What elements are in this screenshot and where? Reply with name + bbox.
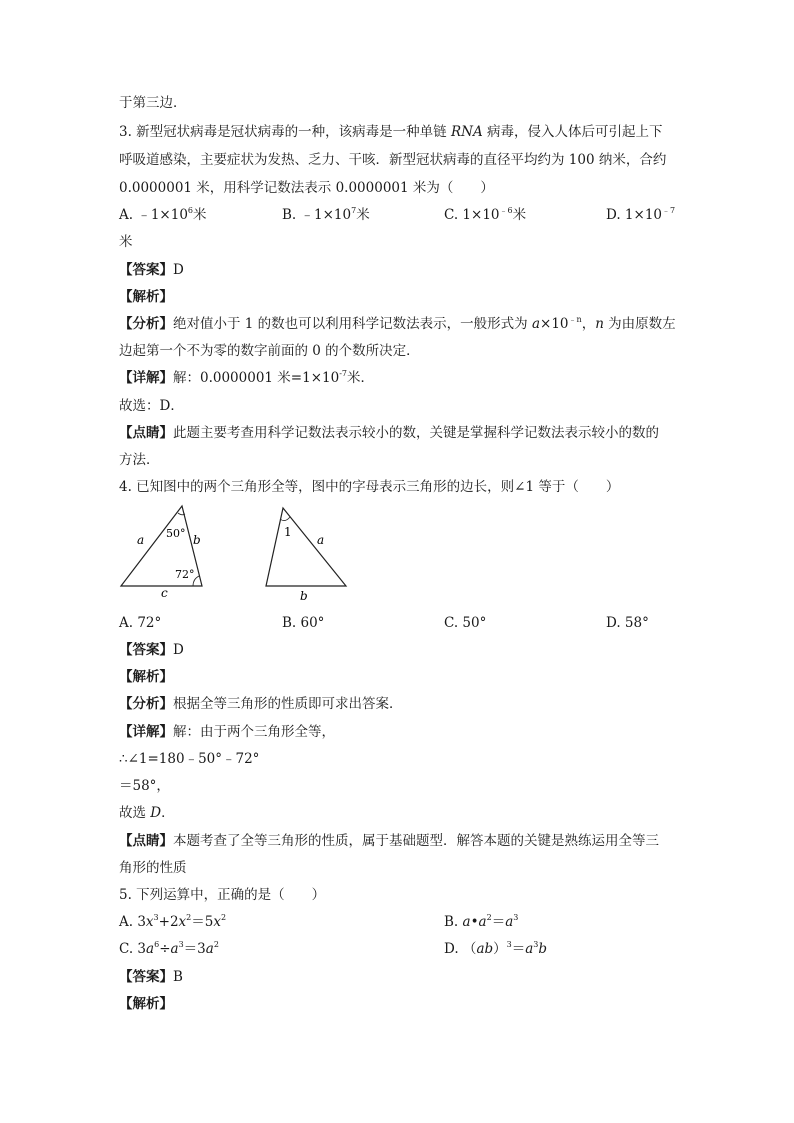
question-3-stem: 3. 新型冠状病毒是冠状病毒的一种，该病毒是一种单链 RNA 病毒，侵入人体后可引起上下	[119, 124, 663, 140]
q5-option-d: D. $(ab)^3=a^3b$	[444, 940, 548, 957]
triangle-2-side-a: a	[317, 533, 325, 547]
q4-option-a: A. 72°	[119, 615, 162, 631]
question-3-stem-line2: 呼吸道感染，主要症状为发热、乏力、干咳．新型冠状病毒的直径平均约为 100 纳米，合约	[119, 152, 667, 168]
triangle-1-angle-50: 50°	[166, 527, 186, 540]
triangle-2-outline	[266, 508, 346, 586]
q4-step1: ∴∠1=180﹣50°﹣72°	[119, 751, 260, 767]
question-3-stem-line3: 0.0000001 米，用科学记数法表示 0.0000001 米为（ ）	[119, 180, 494, 196]
q5-jiexi-label: 【解析】	[119, 996, 173, 1012]
q3-option-b: B. $﹣1\times 10^7$米	[282, 206, 370, 223]
q4-answer: 【答案】D	[119, 642, 184, 658]
q5-option-a: A. $3x^3+2x^2=5x^2$	[119, 913, 227, 930]
q4-option-c: C. 50°	[444, 615, 487, 631]
q4-guxuan: 故选 D．	[119, 805, 175, 821]
triangle-figure-1	[115, 500, 215, 600]
q3-answer: 【答案】D	[119, 262, 184, 278]
q4-option-d: D. 58°	[606, 615, 649, 631]
triangle-figure-2	[262, 504, 352, 604]
q3-jiexi-label: 【解析】	[119, 289, 173, 305]
q5-option-c: C. $3a^6\div a^3=3a^2$	[119, 940, 219, 957]
triangle-1-side-c: c	[161, 586, 168, 600]
triangle-1-angle-72: 72°	[175, 568, 195, 581]
question-5-stem: 5. 下列运算中，正确的是（ ）	[119, 887, 326, 903]
q4-xiangjie: 【详解】解：由于两个三角形全等，	[119, 724, 335, 740]
q5-option-b: B. $a•a^2=a^3$	[444, 913, 519, 930]
text-line: 于第三边．	[119, 95, 187, 111]
triangle-1-side-b: b	[193, 533, 201, 547]
q4-dianjing: 【点睛】本题考查了全等三角形的性质，属于基础题型．解答本题的关键是熟练运用全等三	[119, 833, 659, 849]
q3-option-c: C. $1\times 10^{﹣6}$米	[444, 206, 527, 223]
triangle-1-side-a: a	[137, 533, 145, 547]
triangle-2-side-b: b	[300, 589, 308, 603]
q5-answer: 【答案】B	[119, 969, 183, 985]
q3-dianjing-line2: 方法．	[119, 452, 160, 468]
triangle-2-angle-1: 1	[284, 525, 292, 539]
q3-option-d-wrap: 米	[119, 234, 133, 250]
q3-option-d: D. $1\times 10^{﹣7}$	[606, 206, 676, 223]
q3-guxuan: 故选：D．	[119, 398, 184, 414]
q3-fenxi: 【分析】绝对值小于 1 的数也可以利用科学记数法表示，一般形式为 $a\times 10^{﹣n}$，n 为由原数左	[119, 315, 676, 332]
question-4-stem: 4. 已知图中的两个三角形全等，图中的字母表示三角形的边长，则∠1 等于（ ）	[119, 479, 620, 495]
q4-dianjing-line2: 角形的性质	[119, 860, 187, 876]
q4-option-b: B. 60°	[282, 615, 325, 631]
q4-fenxi: 【分析】根据全等三角形的性质即可求出答案．	[119, 696, 403, 712]
q3-option-a: A. $﹣1\times 10^6$米	[119, 206, 207, 223]
q3-xiangjie: 【详解】解：0.0000001 米$=1\times 10^{-7}$米．	[119, 369, 374, 386]
q4-jiexi-label: 【解析】	[119, 669, 173, 685]
q4-step2: ＝58°，	[119, 778, 170, 794]
q3-dianjing: 【点睛】此题主要考查用科学记数法表示较小的数，关键是掌握科学记数法表示较小的数的	[119, 425, 659, 441]
q3-fenxi-line2: 边起第一个不为零的数字前面的 0 的个数所决定．	[119, 343, 420, 359]
